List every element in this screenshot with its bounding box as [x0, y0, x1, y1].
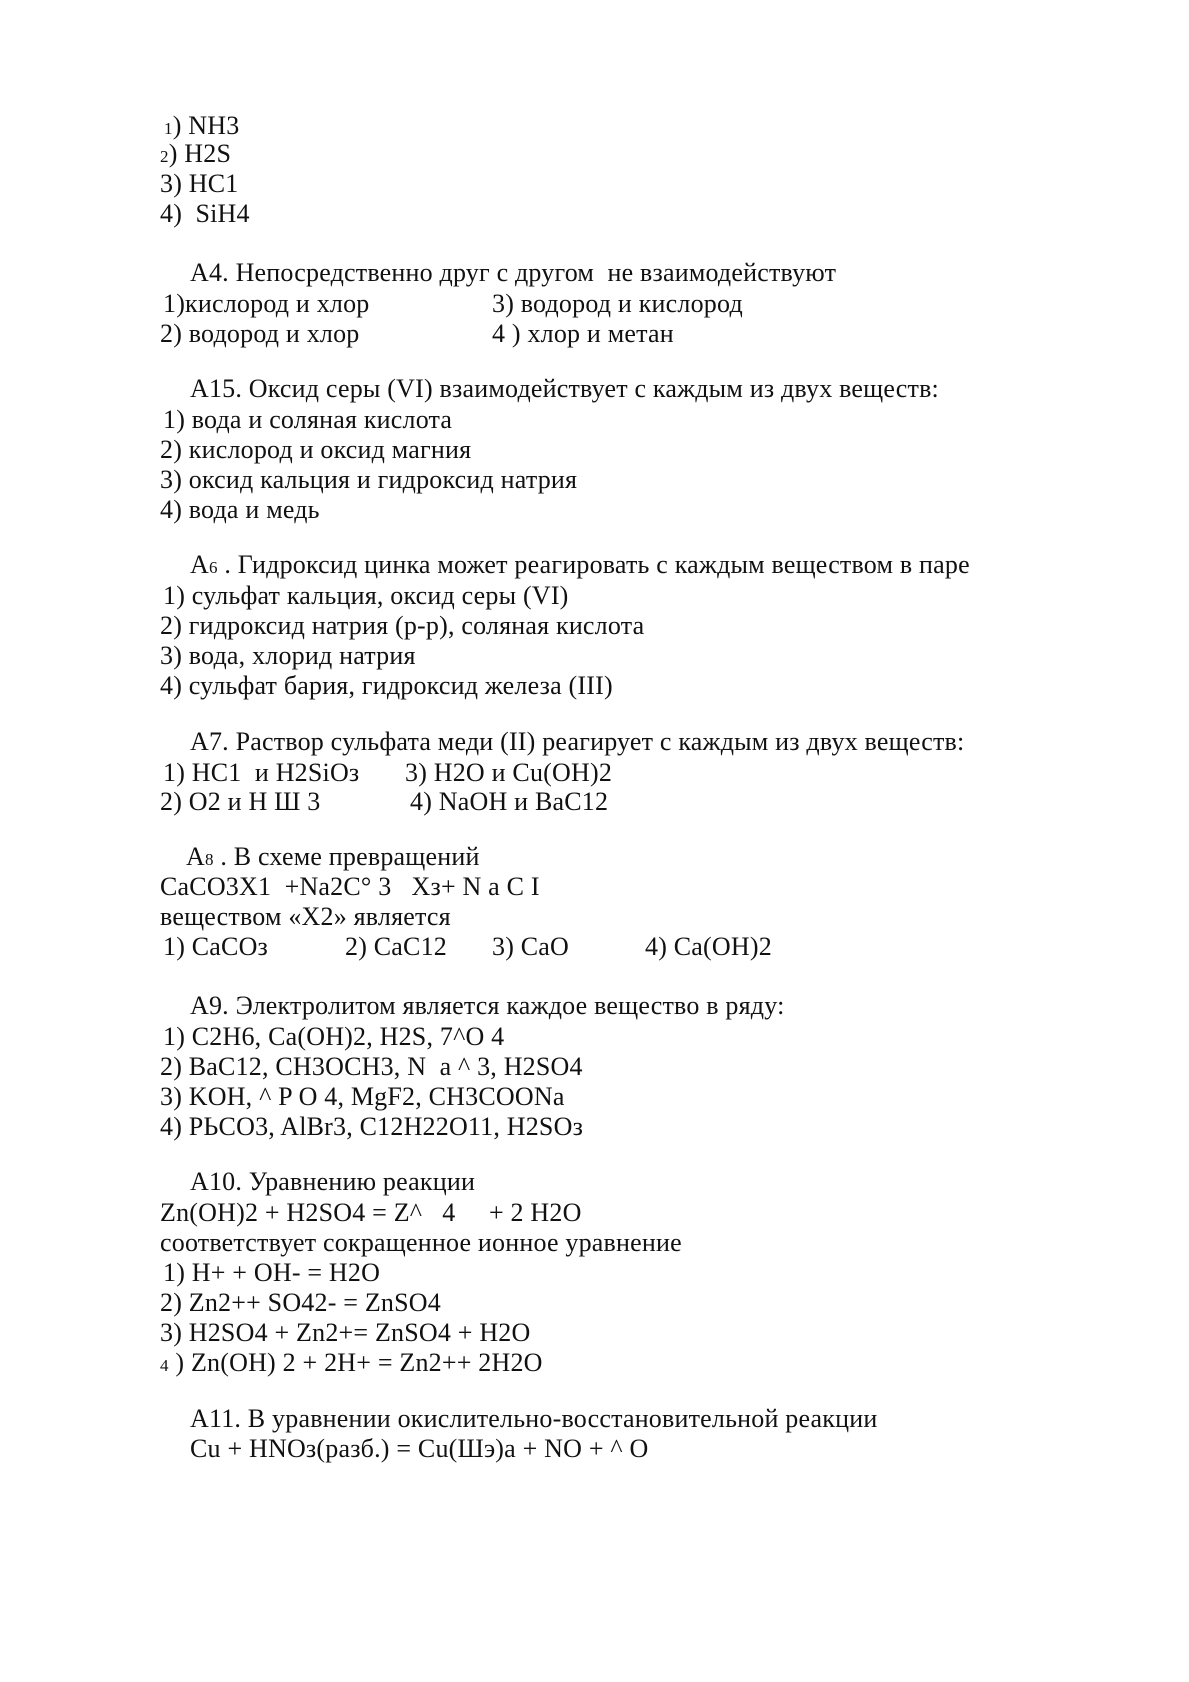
- a7-question: А7. Раствор сульфата меди (II) реагирует с каждым из двух веществ:: [190, 727, 965, 756]
- a10-option-1: 1) H+ + OH- = H2O: [163, 1258, 381, 1287]
- a9-option-4: 4) PЬCO3, AlBr3, C12H22O11, H2SOз: [160, 1112, 584, 1141]
- a8-question: [186, 842, 480, 875]
- a8-question-prefix: А: [186, 842, 205, 871]
- a8-question-number: 8: [204, 850, 214, 869]
- a10-option-2: 2) Zn2++ SO42- = ZnSO4: [160, 1288, 441, 1317]
- a8-text: веществом «X2» является: [160, 902, 451, 931]
- a4-option-3: 3) водород и кислород: [492, 289, 743, 318]
- a9-option-1: 1) C2H6, Ca(OH)2, H2S, 7^O 4: [163, 1022, 505, 1051]
- prev-option-3: 3) HC1: [160, 169, 239, 198]
- a10-option-4-number: 4: [160, 1356, 169, 1375]
- a8-question-text: . В схеме превращений: [213, 842, 480, 871]
- prev-option-2-number: 2: [160, 147, 169, 166]
- a4-question: А4. Непосредственно друг с другом не взаимодействуют: [190, 258, 837, 287]
- a6-option-3: 3) вода, хлорид натрия: [160, 641, 416, 670]
- a6-question-number: 6: [208, 558, 218, 577]
- prev-option-4: 4) SiH4: [160, 199, 250, 228]
- a15-option-3: 3) оксид кальция и гидроксид натрия: [160, 465, 578, 494]
- a6-question-text: . Гидроксид цинка может реагировать с каждым веществом в паре: [217, 550, 970, 579]
- a6-option-1: 1) сульфат кальция, оксид серы (VI): [163, 581, 569, 610]
- prev-option-1-text: ) NH3: [172, 111, 240, 140]
- a10-text: соответствует сокращенное ионное уравнение: [160, 1228, 682, 1257]
- a10-question: А10. Уравнению реакции: [190, 1167, 476, 1196]
- a7-option-2: 2) O2 и H Ш 3: [160, 787, 321, 816]
- prev-option-2: [160, 139, 231, 172]
- a4-option-1: 1)кислород и хлор: [163, 289, 370, 318]
- a7-option-3: 3) H2O и Cu(OH)2: [405, 758, 613, 787]
- a6-question: [190, 550, 970, 583]
- a9-option-3: 3) KOH, ^ P O 4, MgF2, CH3COONa: [160, 1082, 565, 1111]
- a15-option-4: 4) вода и медь: [160, 495, 320, 524]
- a8-option-2: 2) CaC12: [345, 932, 447, 961]
- a15-option-1: 1) вода и соляная кислота: [163, 405, 453, 434]
- a15-question: А15. Оксид серы (VI) взаимодействует с каждым из двух веществ:: [190, 374, 939, 403]
- a11-equation: Cu + HNOз(разб.) = Cu(Шэ)a + NO + ^ O: [190, 1434, 649, 1463]
- a4-option-4: 4 ) хлор и метан: [492, 319, 674, 348]
- a6-option-2: 2) гидроксид натрия (р-р), соляная кислота: [160, 611, 645, 640]
- a6-question-prefix: А: [190, 550, 209, 579]
- a7-option-4: 4) NaOH и BaC12: [410, 787, 609, 816]
- a10-option-3: 3) H2SO4 + Zn2+= ZnSO4 + H2O: [160, 1318, 531, 1347]
- a15-option-2: 2) кислород и оксид магния: [160, 435, 472, 464]
- prev-option-2-text: ) H2S: [168, 139, 232, 168]
- a4-option-2: 2) водород и хлор: [160, 319, 360, 348]
- a8-scheme: CaCO3X1 +Na2C° 3 Xз+ N a C I: [160, 872, 540, 901]
- a10-equation: Zn(OH)2 + H2SO4 = Z^ 4 + 2 H2O: [160, 1198, 582, 1227]
- a8-option-3: 3) CaO: [492, 932, 570, 961]
- a7-option-1: 1) HC1 и H2SiOз: [163, 758, 360, 787]
- a9-option-2: 2) BaC12, CH3OCH3, N a ^ 3, H2SO4: [160, 1052, 583, 1081]
- prev-option-1-number: 1: [164, 119, 173, 138]
- a11-question: А11. В уравнении окислительно-восстановительной реакции: [190, 1404, 878, 1433]
- a8-option-4: 4) Ca(OH)2: [645, 932, 772, 961]
- a6-option-4: 4) сульфат бария, гидроксид железа (III): [160, 671, 613, 700]
- a9-question: А9. Электролитом является каждое вещество в ряду:: [190, 991, 785, 1020]
- a8-option-1: 1) CaCOз: [163, 932, 269, 961]
- a10-option-4: [160, 1348, 543, 1381]
- a10-option-4-text: ) Zn(OH) 2 + 2H+ = Zn2++ 2H2O: [168, 1348, 543, 1377]
